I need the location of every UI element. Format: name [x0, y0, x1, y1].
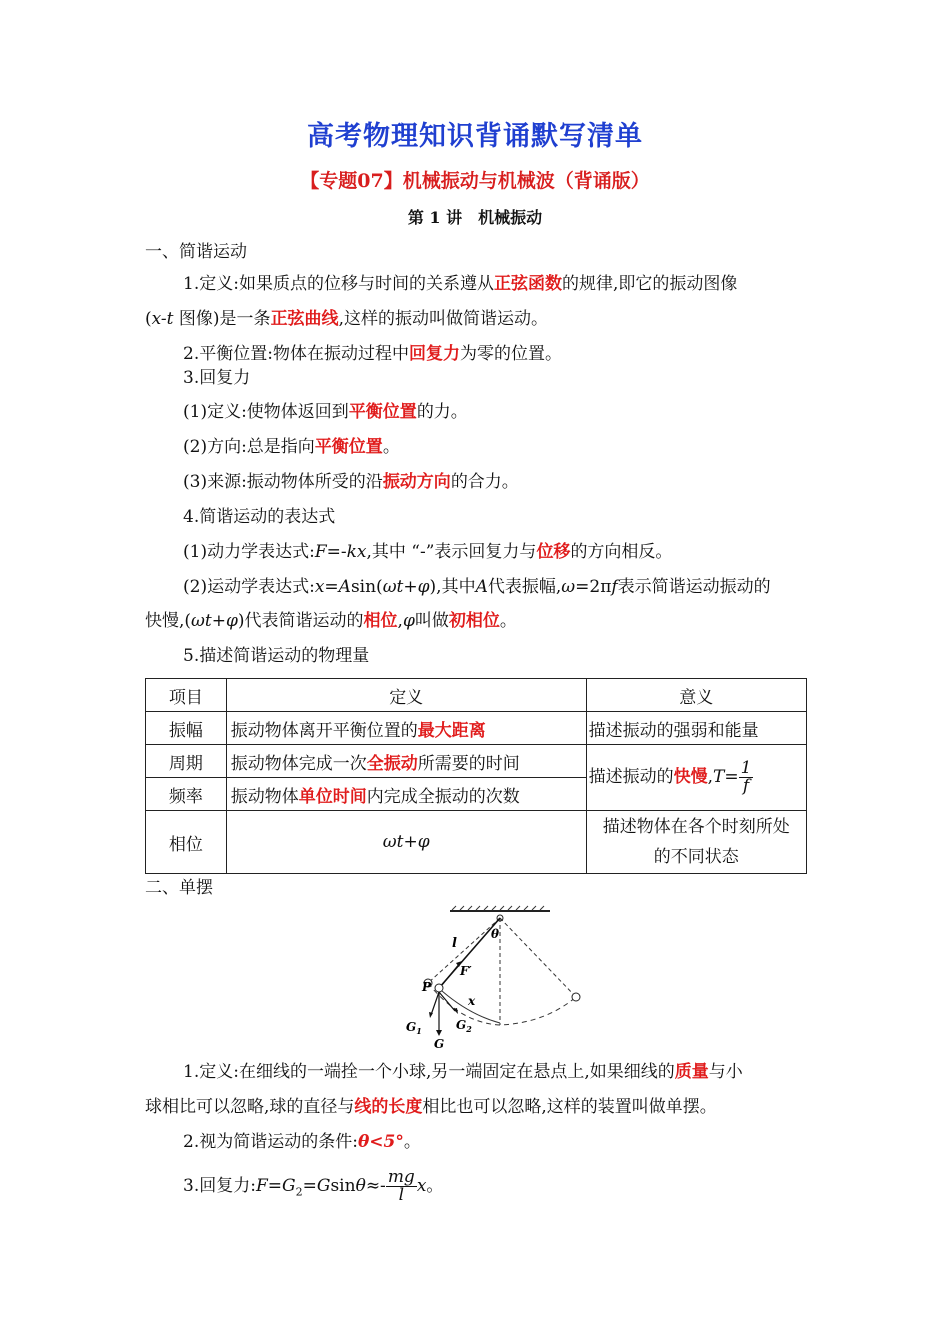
g1-subscript: 1	[416, 1026, 422, 1036]
table-row	[146, 811, 807, 874]
pend1-line2	[145, 1095, 810, 1119]
math: kx	[346, 542, 367, 562]
highlight: 回复力	[408, 344, 460, 364]
math: x-t	[151, 309, 174, 329]
def4-heading: 4.简谐运动的表达式	[183, 507, 336, 527]
highlight: θ<5°	[357, 1132, 404, 1152]
text: (2)方向:总是指向	[183, 437, 315, 457]
text: ,	[397, 611, 403, 631]
def2-line	[183, 342, 848, 366]
table-cell	[226, 811, 586, 874]
table-cell	[226, 745, 586, 778]
text: 的方向相反。	[570, 542, 673, 562]
pend3-line	[183, 1168, 848, 1210]
text: 的不同状态	[653, 847, 739, 867]
highlight: 正弦函数	[493, 274, 562, 294]
text: 的合力。	[450, 472, 519, 492]
text: ≈-	[365, 1176, 386, 1196]
def5-heading: 5.描述简谐运动的物理量	[183, 646, 370, 666]
label-theta: θ	[491, 927, 500, 941]
highlight: 初相位	[448, 611, 500, 631]
text: ,这样的振动叫做简谐运动。	[338, 309, 548, 329]
def3-1-line	[183, 400, 848, 424]
label-g: G	[434, 1037, 445, 1050]
highlight: 振动方向	[382, 472, 451, 492]
text: 相比也可以忽略,这样的装置叫做单摆。	[422, 1097, 717, 1117]
math: A	[338, 577, 351, 597]
g1-arrowhead	[429, 1012, 433, 1018]
right-extreme-string	[500, 918, 576, 997]
lecture-heading: 第 1 讲 机械振动	[407, 208, 543, 227]
text: sin(	[350, 577, 383, 597]
text: =	[267, 1176, 282, 1196]
def1-line2	[145, 307, 810, 331]
text: 为零的位置。	[459, 344, 562, 364]
text: sin	[330, 1176, 356, 1196]
text: =	[324, 577, 339, 597]
highlight: 线的长度	[354, 1097, 423, 1117]
table-row	[146, 745, 807, 778]
table-header: 项目	[146, 679, 227, 712]
def4-2-line	[183, 575, 848, 599]
math: x	[314, 577, 325, 597]
quantities-table	[145, 678, 807, 874]
text: 振动物体完成一次	[230, 753, 367, 774]
text: 的规律,即它的振动图像	[561, 274, 738, 294]
text: 快慢,(	[145, 611, 192, 631]
label-g1	[406, 1020, 422, 1036]
pendulum-ball	[435, 984, 443, 992]
table-header: 意义	[586, 679, 806, 712]
text: 。	[426, 1176, 444, 1196]
text: ),其中	[429, 577, 476, 597]
def3-2-line	[183, 435, 848, 459]
text: 球相比可以忽略,球的直径与	[145, 1097, 355, 1117]
math: ωt	[382, 577, 404, 597]
highlight: 全振动	[366, 753, 418, 774]
math: f	[611, 577, 618, 597]
swing-arc	[428, 983, 576, 1025]
text: 2.平衡位置:物体在振动过程中	[183, 344, 409, 364]
label-x: x	[468, 994, 476, 1008]
def3-heading: 3.回复力	[183, 368, 251, 388]
label-g2	[456, 1018, 472, 1034]
text: 2.视为简谐运动的条件:	[183, 1132, 358, 1152]
pend1-line1	[183, 1060, 848, 1084]
math: φ	[402, 611, 415, 631]
highlight: 平衡位置	[348, 402, 417, 422]
page-subtitle: 【专题07】机械振动与机械波（背诵版）	[300, 170, 650, 192]
fraction	[739, 760, 754, 795]
math: φ	[226, 611, 238, 631]
text: 1.定义:如果质点的位移与时间的关系遵从	[183, 274, 494, 294]
label-tension: F′	[460, 964, 472, 978]
math: ωt	[191, 611, 212, 631]
section-heading-2: 二、单摆	[145, 878, 213, 898]
g2-subscript: 2	[466, 1024, 472, 1034]
label-p: P	[422, 980, 432, 994]
pendulum-diagram	[400, 905, 595, 1050]
text: 振动物体离开平衡位置的	[230, 720, 418, 741]
gravity-arrowhead	[436, 1030, 442, 1036]
text: (	[145, 309, 152, 329]
ceiling-hatch	[452, 906, 544, 910]
numerator: mg	[387, 1167, 415, 1187]
text: ,其中 “-”表示回复力与	[366, 542, 537, 562]
text: 所需要的时间	[417, 753, 520, 774]
subscript: 2	[295, 1185, 303, 1199]
table-cell: 周期	[146, 745, 227, 778]
text: 图像)是一条	[173, 309, 271, 329]
text: 描述物体在各个时刻所处	[602, 817, 790, 837]
def3-3-line	[183, 470, 848, 494]
g1-letter: G	[406, 1020, 417, 1034]
text: 描述振动的	[588, 767, 674, 787]
g1-arrow	[431, 992, 439, 1015]
table-header-row	[146, 679, 807, 712]
tension-arrow	[442, 963, 460, 985]
text: 内完成全振动的次数	[366, 786, 520, 807]
highlight: 最大距离	[417, 720, 486, 741]
text: (3)来源:振动物体所受的沿	[183, 472, 383, 492]
math: G	[282, 1176, 296, 1196]
table-cell: 相位	[146, 811, 227, 874]
table-cell	[586, 811, 806, 874]
page-title: 高考物理知识背诵默写清单	[307, 121, 643, 152]
def1-line1	[183, 272, 848, 296]
highlight: 位移	[536, 542, 571, 562]
denominator: l	[398, 1185, 405, 1205]
highlight: 质量	[674, 1062, 709, 1082]
highlight: 快慢	[673, 767, 708, 787]
text: =2π	[575, 577, 612, 597]
text: 叫做	[414, 611, 449, 631]
text: ,	[707, 767, 714, 787]
text: =	[724, 767, 739, 787]
label-l: l	[452, 936, 457, 951]
highlight: 相位	[363, 611, 398, 631]
text: =-	[326, 542, 347, 562]
highlight: 平衡位置	[314, 437, 383, 457]
table-row	[146, 712, 807, 745]
text: 代表振幅,	[487, 577, 562, 597]
table-cell	[226, 778, 586, 811]
text: 1.定义:在细线的一端拴一个小球,另一端固定在悬点上,如果细线的	[183, 1062, 675, 1082]
text: 。	[403, 1132, 421, 1152]
table-cell: 振幅	[146, 712, 227, 745]
highlight: 单位时间	[298, 786, 367, 807]
right-ball	[572, 993, 580, 1001]
math: G	[316, 1176, 331, 1196]
math: F	[314, 542, 327, 562]
math: A	[475, 577, 488, 597]
math: φ	[417, 577, 430, 597]
def4-1-line	[183, 540, 848, 564]
section-heading-1: 一、简谐运动	[145, 242, 247, 262]
numerator: 1	[740, 758, 752, 778]
text: 振动物体	[230, 786, 299, 807]
text: (1)动力学表达式:	[183, 542, 315, 562]
table-cell	[226, 712, 586, 745]
table-header: 定义	[226, 679, 586, 712]
table-cell: 描述振动的强弱和能量	[586, 712, 806, 745]
math: ω	[561, 577, 576, 597]
math: θ	[355, 1176, 366, 1196]
math: ωt+φ	[382, 832, 430, 852]
text: 的力。	[416, 402, 468, 422]
g2-letter: G	[456, 1018, 467, 1032]
text: 与小	[708, 1062, 743, 1082]
denominator: f	[742, 776, 750, 796]
math: T	[713, 767, 725, 787]
table-cell: 频率	[146, 778, 227, 811]
math: x	[416, 1176, 427, 1196]
table-cell	[586, 745, 806, 811]
text: )代表简谐运动的	[237, 611, 364, 631]
highlight: 正弦曲线	[270, 309, 339, 329]
pend2-line	[183, 1130, 848, 1154]
text: (1)定义:使物体返回到	[183, 402, 349, 422]
text: 。	[499, 611, 517, 631]
def4-3-line	[145, 609, 810, 633]
fraction	[386, 1169, 417, 1204]
text: +	[211, 611, 226, 631]
text: =	[302, 1176, 317, 1196]
math: F	[255, 1176, 268, 1196]
text: +	[403, 577, 418, 597]
text: 。	[382, 437, 400, 457]
text: (2)运动学表达式:	[183, 577, 315, 597]
text: 3.回复力:	[183, 1176, 256, 1196]
text: 表示简谐运动振动的	[617, 577, 771, 597]
g2-arrowhead	[453, 1008, 458, 1014]
